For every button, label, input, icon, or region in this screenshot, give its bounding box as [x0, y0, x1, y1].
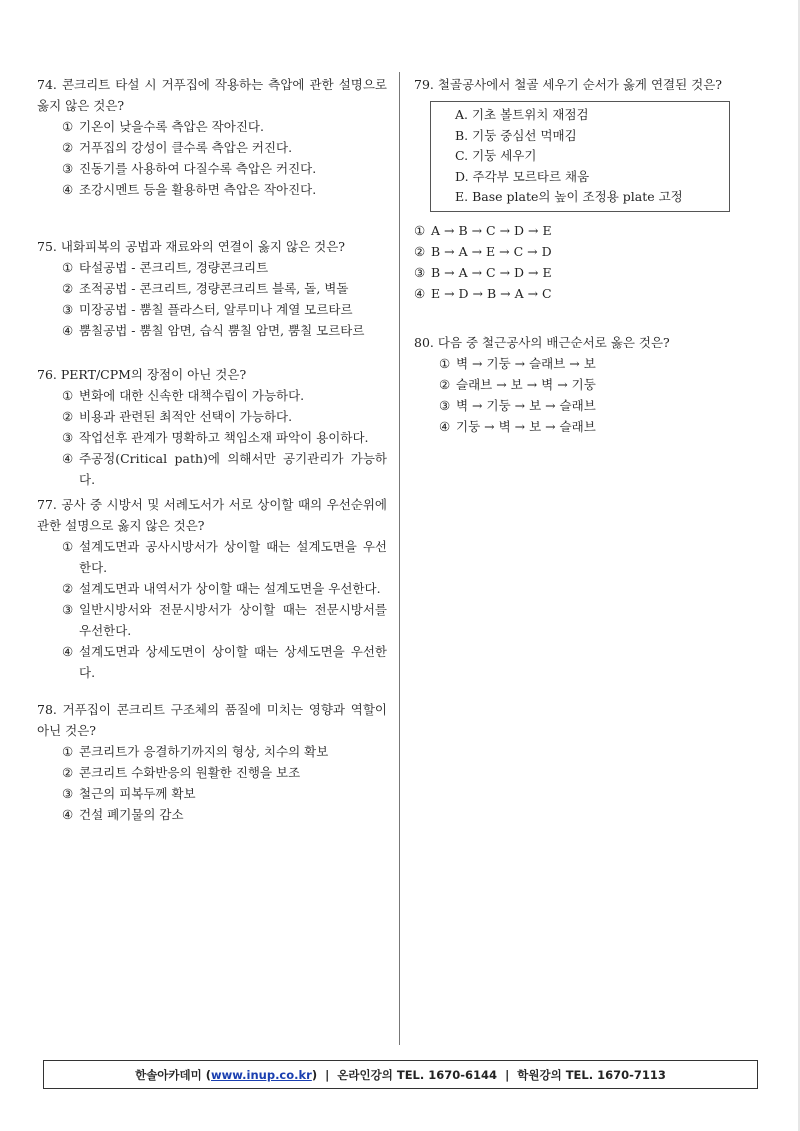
question-number: 79.	[414, 77, 434, 92]
question-text	[37, 74, 387, 116]
option-number: ②	[62, 409, 74, 424]
footer-separator: |	[325, 1067, 330, 1082]
option-number: ③	[439, 398, 451, 413]
step-item: C. 기둥 세우기	[455, 148, 537, 163]
option[interactable]	[37, 578, 387, 599]
question-number: 77.	[37, 497, 57, 512]
option-text: 타설공법 - 콘크리트, 경량콘크리트	[79, 260, 269, 275]
option[interactable]	[37, 179, 387, 200]
option-text: 벽 → 기둥 → 슬래브 → 보	[456, 356, 596, 371]
question-75	[37, 236, 387, 364]
option-number: ①	[62, 260, 74, 275]
option-text: 건설 폐기물의 감소	[79, 807, 184, 822]
option-number: ②	[62, 140, 74, 155]
footer-bar	[43, 1060, 758, 1089]
question-stem: 다음 중 철근공사의 배근순서로 옳은 것은?	[437, 335, 670, 350]
option[interactable]	[414, 220, 764, 241]
option[interactable]	[37, 762, 387, 783]
option-text: 작업선후 관계가 명확하고 책임소재 파악이 용이하다.	[79, 430, 369, 445]
question-number: 76.	[37, 367, 57, 382]
option-text: 뿜칠공법 - 뿜칠 암면, 습식 뿜칠 암면, 뿜칠 모르타르	[79, 323, 365, 338]
question-stem: 공사 중 시방서 및 서례도서가 서로 상이할 때의 우선순위에 관한 설명으로 옳지 않은 것은?	[37, 497, 387, 533]
option[interactable]	[37, 804, 387, 825]
option-text: 기둥 → 벽 → 보 → 슬래브	[456, 419, 596, 434]
option-number: ④	[62, 644, 74, 659]
option-number: ④	[62, 451, 74, 466]
question-76	[37, 364, 387, 494]
option[interactable]	[37, 257, 387, 278]
question-text	[37, 364, 387, 385]
option[interactable]	[37, 741, 387, 762]
option-number: ④	[62, 807, 74, 822]
option[interactable]	[414, 283, 764, 304]
option-text: 설계도면과 공사시방서가 상이할 때는 설계도면을 우선한다.	[79, 539, 387, 575]
option-number: ④	[62, 182, 74, 197]
academy-name: 한솔아카데미 (	[135, 1067, 212, 1082]
option-number: ④	[439, 419, 451, 434]
option-list	[37, 385, 387, 490]
option-number: ①	[62, 744, 74, 759]
option[interactable]	[37, 427, 387, 448]
option-number: ③	[62, 602, 74, 617]
option[interactable]	[37, 599, 387, 641]
option[interactable]	[37, 448, 387, 490]
option-number: ③	[62, 302, 74, 317]
option[interactable]	[37, 385, 387, 406]
option[interactable]	[414, 374, 764, 395]
option[interactable]	[414, 395, 764, 416]
option-number: ②	[414, 243, 426, 259]
question-number: 80.	[414, 335, 434, 350]
online-phone: 온라인강의 TEL. 1670-6144	[337, 1067, 498, 1082]
option[interactable]	[37, 299, 387, 320]
question-number: 78.	[37, 702, 57, 717]
option-number: ③	[62, 161, 74, 176]
option[interactable]	[414, 241, 764, 262]
option-text: 진동기를 사용하여 다질수록 측압은 커진다.	[79, 161, 317, 176]
option-number: ①	[62, 119, 74, 134]
option-number: ②	[62, 581, 74, 596]
option-number: ④	[414, 285, 426, 301]
question-stem: 콘크리트 타설 시 거푸집에 작용하는 측압에 관한 설명으로 옳지 않은 것은?	[37, 77, 387, 113]
option[interactable]	[37, 116, 387, 137]
option-text: 일반시방서와 전문시방서가 상이할 때는 전문시방서를 우선한다.	[79, 602, 387, 638]
option-list	[37, 116, 387, 200]
option-list	[37, 741, 387, 825]
question-78	[37, 699, 387, 825]
column-divider	[399, 72, 400, 1045]
option-text: B → A → E → C → D	[431, 243, 552, 259]
option-text: 벽 → 기둥 → 보 → 슬래브	[456, 398, 596, 413]
option-number: ①	[414, 222, 426, 238]
option-text: E → D → B → A → C	[431, 285, 552, 301]
option-text: 비용과 관련된 최적안 선택이 가능하다.	[79, 409, 293, 424]
option-list	[37, 536, 387, 683]
question-text	[37, 494, 387, 536]
option[interactable]	[37, 158, 387, 179]
step-item: E. Base plate의 높이 조정용 plate 고정	[455, 189, 683, 204]
option[interactable]	[414, 353, 764, 374]
option-number: ①	[439, 356, 451, 371]
step-box	[430, 101, 730, 212]
option-list	[414, 220, 764, 304]
step-item: B. 기둥 중심선 먹매김	[455, 127, 577, 143]
option-text: 조적공법 - 콘크리트, 경량콘크리트 블록, 돌, 벽돌	[79, 281, 349, 296]
step-item: A. 기초 볼트위치 재점검	[455, 107, 589, 122]
option-text: A → B → C → D → E	[431, 222, 552, 238]
option-number: ②	[62, 765, 74, 780]
academy-paren: )	[311, 1067, 318, 1082]
academy-website-link[interactable]: www.inup.co.kr	[211, 1067, 312, 1082]
option-number: ③	[62, 430, 74, 445]
question-80	[414, 332, 764, 437]
option[interactable]	[37, 783, 387, 804]
option-text: 주공정(Critical path)에 의해서만 공기관리가 가능하다.	[79, 451, 387, 487]
question-number: 75.	[37, 239, 57, 254]
question-79	[414, 74, 764, 332]
right-column	[414, 74, 764, 437]
option-text: 미장공법 - 뿜칠 플라스터, 알루미나 계열 모르타르	[79, 302, 353, 317]
question-stem: PERT/CPM의 장점이 아닌 것은?	[60, 367, 247, 382]
option-text: 기온이 낮을수록 측압은 작아진다.	[79, 119, 264, 134]
option[interactable]	[37, 536, 387, 578]
option-text: 설계도면과 내역서가 상이할 때는 설계도면을 우선한다.	[79, 581, 381, 596]
option-number: ①	[62, 388, 74, 403]
option-list	[37, 257, 387, 341]
option[interactable]	[37, 406, 387, 427]
option-text: 설계도면과 상세도면이 상이할 때는 상세도면을 우선한다.	[79, 644, 387, 680]
footer-separator: |	[505, 1067, 510, 1082]
option-number: ③	[414, 264, 426, 280]
option-text: 조강시멘트 등을 활용하면 측압은 작아진다.	[79, 182, 317, 197]
option[interactable]	[37, 137, 387, 158]
option-text: 콘크리트가 응결하기까지의 형상, 치수의 확보	[79, 744, 329, 759]
option-number: ①	[62, 539, 74, 554]
question-text	[37, 699, 387, 741]
step-item: D. 주각부 모르타르 채움	[455, 168, 590, 184]
question-stem: 내화피복의 공법과 재료와의 연결이 옳지 않은 것은?	[60, 239, 345, 254]
option-list	[414, 353, 764, 437]
question-number: 74.	[37, 77, 57, 92]
question-77	[37, 494, 387, 699]
option[interactable]	[37, 641, 387, 683]
option[interactable]	[414, 416, 764, 437]
offline-phone: 학원강의 TEL. 1670-7113	[517, 1067, 666, 1082]
option-text: 철근의 피복두께 확보	[79, 786, 196, 801]
option-text: 콘크리트 수화반응의 원활한 진행을 보조	[79, 765, 301, 780]
question-text	[37, 236, 387, 257]
option-text: 슬래브 → 보 → 벽 → 기둥	[456, 377, 596, 392]
option[interactable]	[37, 278, 387, 299]
option-text: 거푸집의 강성이 클수록 측압은 커진다.	[79, 140, 293, 155]
question-text	[414, 74, 764, 95]
option-text: 변화에 대한 신속한 대책수립이 가능하다.	[79, 388, 305, 403]
question-74	[37, 74, 387, 236]
option-number: ④	[62, 323, 74, 338]
option-number: ②	[62, 281, 74, 296]
option-text: B → A → C → D → E	[431, 264, 552, 280]
left-column	[37, 74, 387, 825]
question-stem: 거푸집이 콘크리트 구조체의 품질에 미치는 영향과 역할이 아닌 것은?	[37, 702, 387, 738]
option[interactable]	[37, 320, 387, 341]
option-number: ②	[439, 377, 451, 392]
option[interactable]	[414, 262, 764, 283]
option-number: ③	[62, 786, 74, 801]
question-stem: 철골공사에서 철골 세우기 순서가 옳게 연결된 것은?	[437, 77, 722, 92]
question-text	[414, 332, 764, 353]
